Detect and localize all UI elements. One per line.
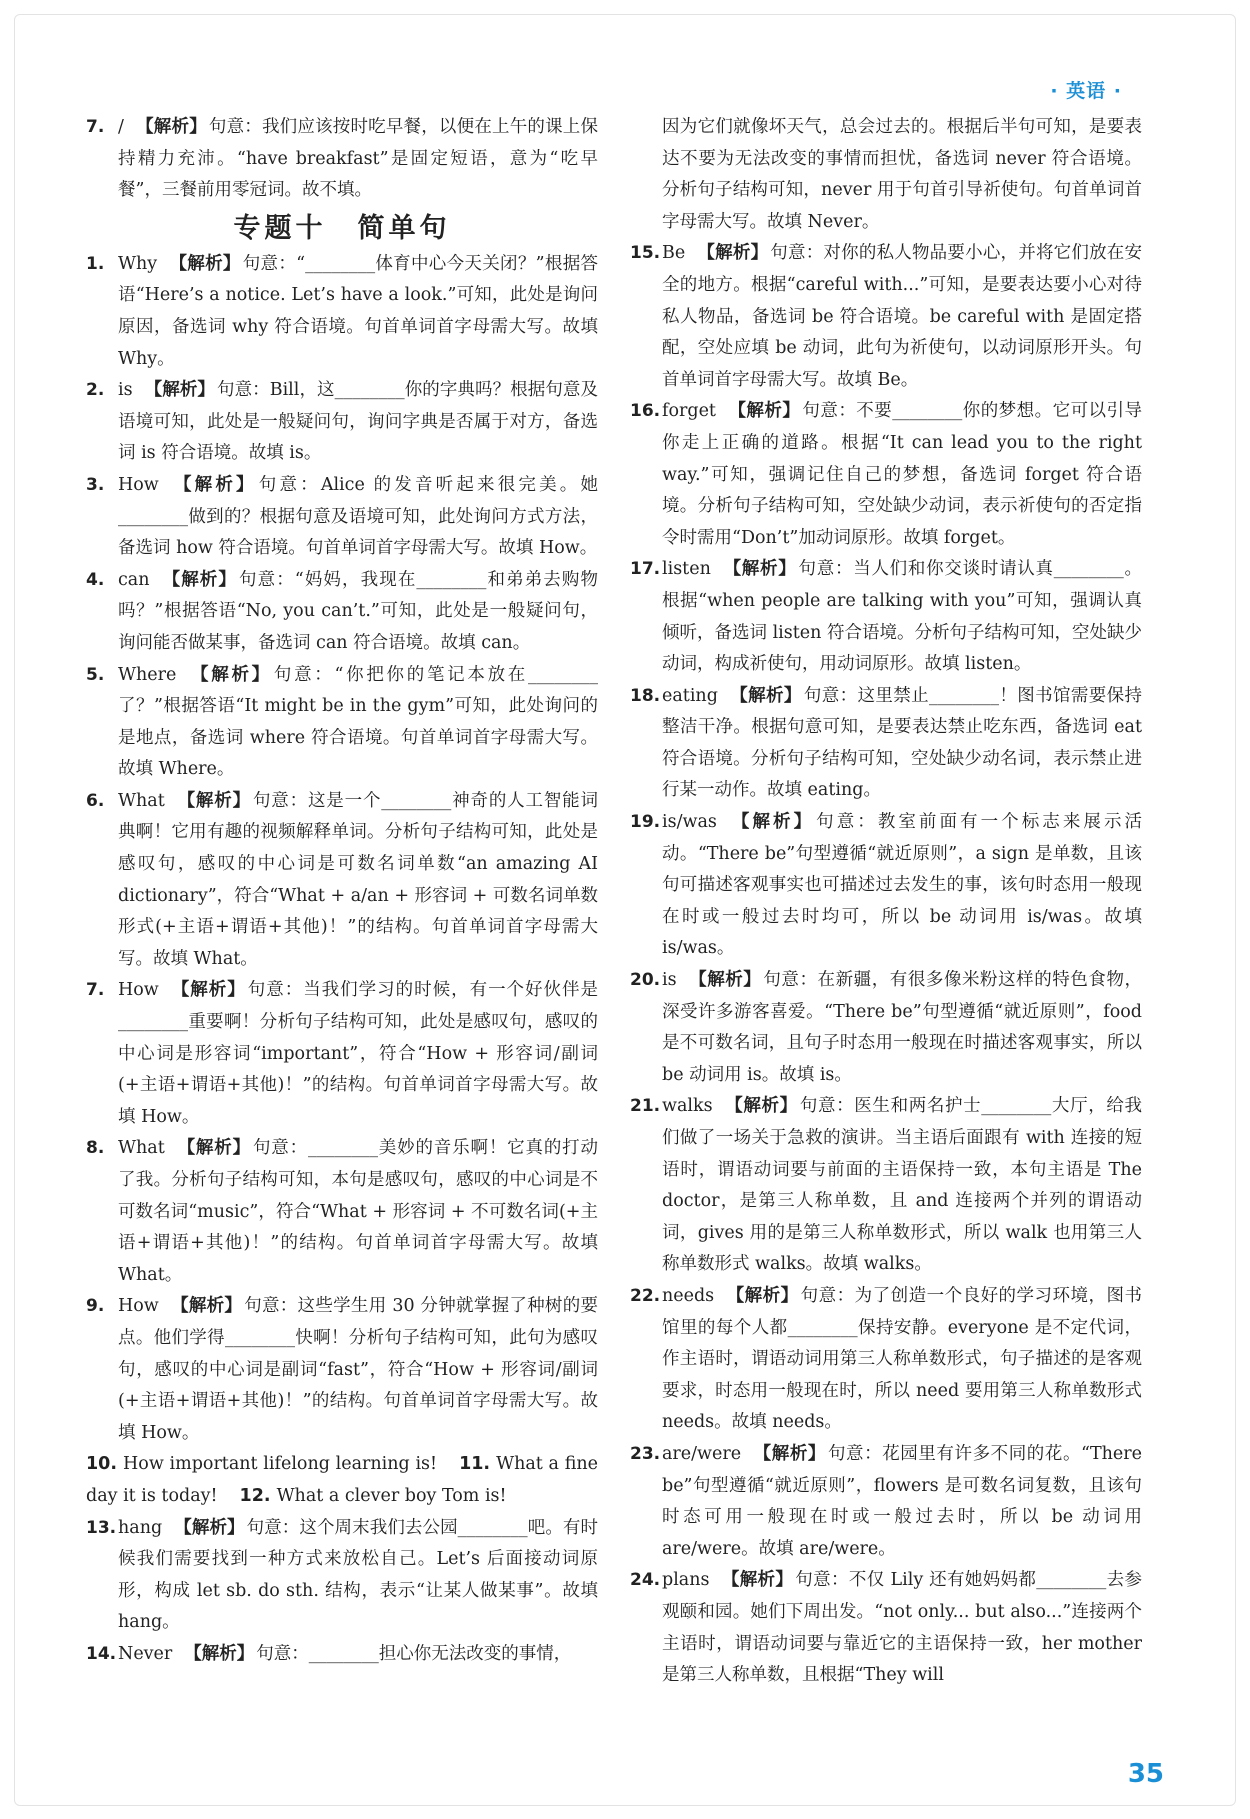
short-answer: What a fine day it is today!	[86, 1454, 598, 1506]
analysis-tag: 【解析】	[753, 1443, 826, 1464]
entry-answer: can	[118, 569, 150, 590]
entry-number: 3.	[86, 474, 105, 495]
entry-number: 20.	[630, 970, 661, 991]
entry-number: 2.	[86, 380, 105, 401]
answer-entry	[86, 565, 598, 660]
answer-entry	[86, 975, 598, 1133]
entry-number: 21.	[630, 1096, 661, 1117]
entry-answer: What	[118, 1138, 165, 1159]
entry-answer: Never	[118, 1643, 173, 1664]
analysis-tag: 【解析】	[161, 569, 237, 590]
analysis-tag: 【解析】	[697, 243, 769, 264]
analysis-text: 句意：________担心你无法改变的事情，	[256, 1643, 572, 1664]
analysis-tag: 【解析】	[728, 812, 815, 833]
entry-answer: is	[662, 970, 677, 991]
entry-number: 5.	[86, 664, 105, 685]
analysis-tag: 【解析】	[688, 970, 762, 991]
entry-answer: walks	[662, 1096, 713, 1117]
answer-entry	[86, 112, 598, 207]
analysis-text: 句意：“妈妈，我现在________和弟弟去购物吗？”根据答语“No, you can’t.”可知，此处是一般疑问句，询问能否做某事，备选词 can 符合语境。故填 can。	[118, 569, 598, 653]
analysis-text: 句意：________美妙的音乐啊！它真的打动了我。分析句子结构可知，本句是感叹句，感叹的中心词是不可数名词“music”，符合“What + 形容词 + 不可数名词(+主语+谓语+其他)！”的结构。句首单词首字母需大写。故填 What。	[118, 1138, 599, 1285]
entry-number: 7.	[86, 117, 105, 137]
analysis-text: 句意：在新疆，有很多像米粉这样的特色食物，深受许多游客喜爱。“There be”句型遵循“就近原则”，food 是不可数名词，且句子时态用一般现在时描述客观事实，所以 be 动词用 is。故填 is。	[662, 970, 1143, 1085]
entry-answer: is/was	[662, 812, 717, 833]
analysis-text: 句意：当我们学习的时候，有一个好伙伴是________重要啊！分析句子结构可知，此处是感叹句，感叹的中心词是形容词“important”，符合“How + 形容词/副词(+主语+谓语+其他)！”的结构。句首单词首字母需大写。故填 How。	[118, 980, 599, 1127]
answer-entry	[86, 786, 598, 976]
entry-number: 13.	[86, 1517, 117, 1538]
analysis-tag: 【解析】	[188, 664, 272, 685]
answer-entry	[86, 1291, 598, 1449]
analysis-text: 句意：不要________你的梦想。它可以引导你走上正确的道路。根据“It can lead you to the right way.”可知，强调记住自己的梦想，备选词 forget 符合语境。分析句子结构可知，空处缺少动词，表示祈使句的否定指令时需用“Don’t”加动词原形。故填 forget。	[662, 401, 1143, 548]
entry-answer: Be	[662, 243, 686, 264]
entry-answer: Where	[118, 664, 177, 685]
analysis-text: 句意：不仅 Lily 还有她妈妈都________去参观颐和园。她们下周出发。“not only... but also...”连接两个主语时，谓语动词要与靠近它的主语保持一致，her mother 是第三人称单数，且根据“They will	[662, 1570, 1142, 1686]
entry-number: 7.	[86, 980, 105, 1001]
analysis-text: 因为它们就像坏天气，总会过去的。根据后半句可知，是要表达不要为无法改变的事情而担忧，备选词 never 符合语境。分析句子结构可知，never 用于句首引导祈使句。句首单词首字母需大写。故填 Never。	[662, 117, 1142, 232]
analysis-tag: 【解析】	[184, 1643, 255, 1664]
entry-number: 18.	[630, 685, 661, 706]
left-column	[86, 112, 598, 1671]
answer-entry	[630, 1091, 1142, 1281]
entry-number: 12.	[239, 1485, 271, 1506]
entry-answer: How	[118, 474, 159, 495]
analysis-text: 句意：这是一个________神奇的人工智能词典啊！它用有趣的视频解释单词。分析句子结构可知，此处是感叹句，感叹的中心词是可数名词单数“an amazing AI dictionary”，符合“What + a/an + 形容词 + 可数名词单数形式(+主语+谓语+其他)！”的结构。句首单词首字母需大写。故填 What。	[118, 790, 599, 969]
entry-number: 16.	[630, 401, 661, 422]
entry-number: 8.	[86, 1138, 105, 1159]
answer-entry	[86, 1513, 598, 1639]
answer-entry	[86, 470, 598, 565]
continued-entry	[630, 112, 1142, 238]
answer-entry	[630, 1281, 1142, 1439]
entry-number: 14.	[86, 1643, 117, 1664]
analysis-tag: 【解析】	[144, 380, 215, 401]
analysis-text: 句意：这里禁止________！图书馆需要保持整洁干净。根据句意可知，是要表达禁止吃东西，备选词 eat 符合语境。分析句子结构可知，空处缺少动名词，表示禁止进行某一动作。故填 eating。	[662, 685, 1143, 801]
entry-answer: eating	[662, 685, 718, 706]
analysis-tag: 【解析】	[727, 401, 801, 422]
analysis-tag: 【解析】	[174, 1517, 245, 1538]
analysis-text: 句意：对你的私人物品要小心，并将它们放在安全的地方。根据“careful with...”可知，是要表达要小心对待私人物品，备选词 be 符合语境。be careful with 是固定搭配，空处应填 be 动词，此句为祈使句，以动词原形开头。句首单词首字母需大写。故填 Be。	[662, 243, 1143, 390]
subject-header: · 英语 ·	[1050, 80, 1122, 102]
analysis-tag: 【解析】	[176, 1138, 251, 1159]
entry-number: 19.	[630, 812, 661, 833]
analysis-text: 句意：当人们和你交谈时请认真________。根据“when people are talking with you”可知，强调认真倾听，备选词 listen 符合语境。分析句子结构可知，空处缺少动词，构成祈使句，用动词原形。故填 listen。	[662, 559, 1143, 675]
analysis-text: 句意：花园里有许多不同的花。“There be”句型遵循“就近原则”，flowers 是可数名词复数，且该句时态可用一般现在时或一般过去时，所以 be 动词用 are/were。故填 are/were。	[662, 1443, 1142, 1559]
entry-number: 15.	[630, 243, 661, 264]
entry-answer: is	[118, 380, 133, 401]
analysis-text: 句意：医生和两名护士________大厅，给我们做了一场关于急救的演讲。当主语后面跟有 with 连接的短语时，谓语动词要与前面的主语保持一致，本句主语是 The doctor，是第三人称单数，且 and 连接两个并列的谓语动词，gives 用的是第三人称单数形式，所以 walk 也用第三人称单数形式 walks。故填 walks。	[662, 1096, 1143, 1275]
entry-number: 10.	[86, 1454, 118, 1475]
analysis-text: 句意：Bill，这________你的字典吗？根据句意及语境可知，此处是一般疑问句，询问字典是否属于对方，备选词 is 符合语境。故填 is。	[118, 380, 598, 464]
answer-entry	[630, 965, 1142, 1091]
answer-entry	[630, 396, 1142, 554]
analysis-text: 句意：Alice 的发音听起来很完美。她________做到的？根据句意及语境可知，此处询问方式方法，备选词 how 符合语境。句首单词首字母需大写。故填 How。	[118, 474, 598, 559]
answer-entry	[630, 1565, 1142, 1691]
entry-answer: forget	[662, 401, 716, 422]
analysis-text: 句意：这个周末我们去公园________吧。有时候我们需要找到一种方式来放松自己。Let’s 后面接动词原形，构成 let sb. do sth. 结构，表示“让某人做某事”。故填 hang。	[118, 1517, 599, 1633]
short-answer: What a clever boy Tom is!	[276, 1485, 507, 1506]
analysis-text: 句意：这些学生用 30 分钟就掌握了种树的要点。他们学得________快啊！分析句子结构可知，此句为感叹句，感叹的中心词是副词“fast”，符合“How + 形容词/副词(+主语+谓语+其他)！”的结构。句首单词首字母需大写。故填 How。	[118, 1296, 598, 1443]
analysis-text: 句意：“你把你的笔记本放在________了？”根据答语“It might be in the gym”可知，此处询问的是地点，备选词 where 符合语境。句首单词首字母需大写。故填 Where。	[118, 664, 598, 780]
entry-answer: What	[118, 790, 165, 811]
entry-number: 11.	[459, 1454, 491, 1475]
analysis-tag: 【解析】	[724, 1096, 798, 1117]
page-number: 35	[1127, 1759, 1164, 1789]
analysis-tag: 【解析】	[721, 1570, 794, 1591]
answer-entry	[86, 1133, 598, 1291]
short-answer: How important lifelong learning is!	[123, 1454, 438, 1475]
answer-entry	[630, 681, 1142, 807]
short-answers	[86, 1449, 598, 1512]
entry-number: 24.	[630, 1570, 661, 1591]
answer-entry	[86, 249, 598, 375]
right-column	[630, 112, 1142, 1692]
answer-entry	[86, 660, 598, 786]
analysis-tag: 【解析】	[176, 790, 251, 811]
entry-answer: /	[118, 117, 124, 137]
entry-number: 9.	[86, 1296, 105, 1317]
entry-number: 22.	[630, 1285, 661, 1306]
analysis-tag: 【解析】	[170, 980, 246, 1001]
entry-answer: How	[118, 980, 159, 1001]
analysis-tag: 【解析】	[169, 253, 241, 274]
section-title: 专题十 简单句	[233, 212, 451, 244]
analysis-text: 句意：为了创造一个良好的学习环境，图书馆里的每个人都________保持安静。everyone 是不定代词，作主语时，谓语动词用第三人称单数形式，句子描述的是客观要求，时态用一般现在时，所以 need 要用第三人称单数形式 needs。故填 needs。	[662, 1285, 1143, 1433]
entry-number: 6.	[86, 790, 105, 811]
entry-number: 1.	[86, 253, 105, 274]
analysis-tag: 【解析】	[729, 685, 802, 706]
analysis-tag: 【解析】	[722, 559, 797, 580]
answer-entry	[630, 554, 1142, 680]
entry-answer: listen	[662, 559, 711, 580]
entry-number: 17.	[630, 559, 661, 580]
analysis-text: 句意：“________体育中心今天关闭？”根据答语“Here’s a notice. Let’s have a look.”可知，此处是询问原因，备选词 why 符合语境。句首单词首字母需大写。故填 Why。	[118, 253, 598, 369]
answer-entry	[86, 375, 598, 470]
answer-entry	[630, 1439, 1142, 1565]
analysis-tag: 【解析】	[170, 474, 257, 495]
analysis-tag: 【解析】	[726, 1285, 799, 1306]
entry-number: 4.	[86, 569, 105, 590]
analysis-text: 句意：我们应该按时吃早餐，以便在上午的课上保持精力充沛。“have breakfast”是固定短语，意为“吃早餐”，三餐前用零冠词。故不填。	[118, 117, 599, 201]
entry-answer: needs	[662, 1285, 715, 1306]
entry-number: 23.	[630, 1443, 661, 1464]
analysis-tag: 【解析】	[135, 117, 207, 137]
analysis-tag: 【解析】	[170, 1296, 243, 1317]
entry-answer: are/were	[662, 1443, 742, 1464]
answer-entry	[630, 807, 1142, 965]
entry-answer: hang	[118, 1517, 163, 1538]
entry-answer: Why	[118, 253, 158, 274]
analysis-text: 句意：教室前面有一个标志来展示活动。“There be”句型遵循“就近原则”，a sign 是单数，且该句可描述客观事实也可描述过去发生的事，该句时态用一般现在时或一般过去时均可，所以 be 动词用 is/was。故填 is/was。	[662, 812, 1142, 959]
answer-entry	[86, 1639, 598, 1671]
answer-entry	[630, 238, 1142, 396]
entry-answer: How	[118, 1296, 159, 1317]
entry-answer: plans	[662, 1570, 710, 1591]
